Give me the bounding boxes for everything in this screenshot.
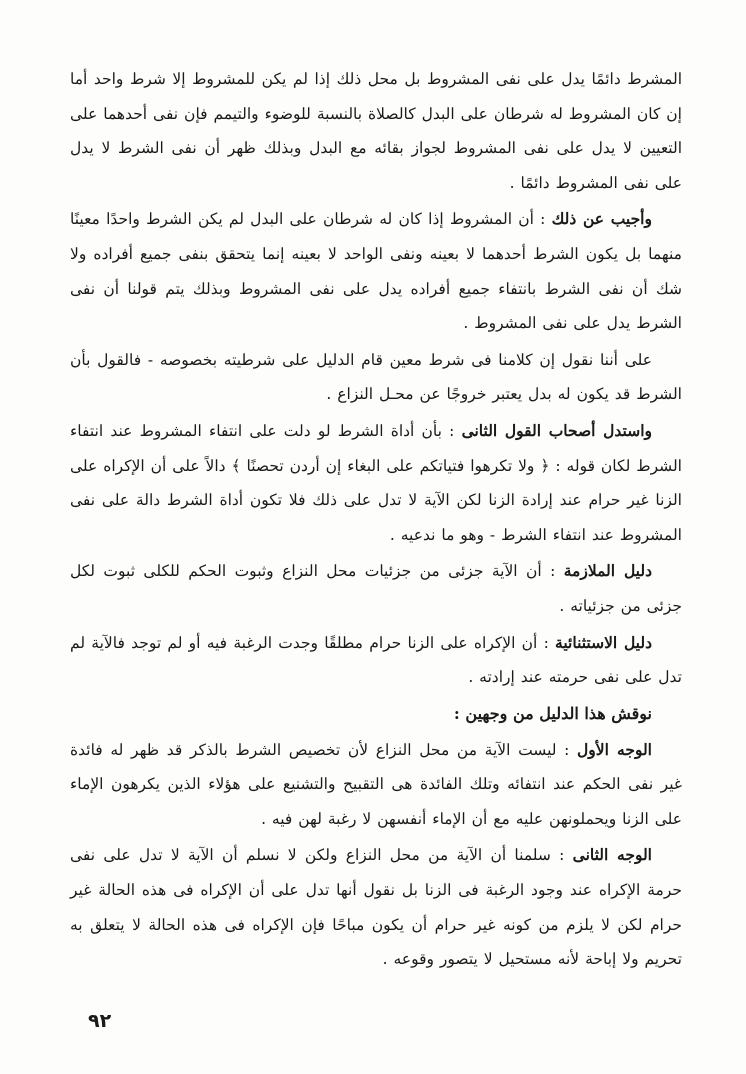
paragraph-5-text: : أن الآية جزئى من جزئيات محل النزاع وثبوت الحكم للكلى ثبوت لكل جزئى من جزئياته .	[70, 562, 682, 615]
page-number: ٩٢	[88, 1010, 112, 1032]
paragraph-7-text: : ليست الآية من محل النزاع لأن تخصيص الشرط بالذكر قد ظهر له فائدة غير نفى الحكم عند انتفائه وتلك الفائدة هى التقبيح والتشنيع على هؤلاء الذين يكرهون الإماء على الزنا ويحملونهن عليه مع أن الإماء أنفسهن لا رغبة لهن فيه .	[70, 740, 682, 828]
paragraph-8	[70, 838, 682, 976]
paragraph-4	[70, 414, 682, 552]
paragraph-4-lead: واستدل أصحاب القول الثانى	[461, 420, 653, 440]
paragraph-3-text: على أننا نقول إن كلامنا فى شرط معين قام الدليل على شرطيته بخصوصه - فالقول بأن الشرط قد يكون له بدل يعتبر خروجًا عن محـل النزاع .	[70, 350, 682, 404]
paragraph-5-lead: دليل الملازمة	[563, 561, 652, 581]
paragraph-1	[70, 62, 682, 200]
paragraph-1-text: المشرط دائمًا يدل على نفى المشروط بل محل ذلك إذا لم يكن للمشروط إلا شرط واحد أما إن كان المشروط له شرطان على البدل كالصلاة بالنسبة للوضوء والتيمم فإن نفى أحدهما على التعيين لا يدل على نفى المشروط لجواز بقائه مع البدل وبذلك ظهر أن نفى الشرط لا يدل على نفى المشروط دائمًا .	[70, 70, 682, 192]
paragraph-6-text: : أن الإكراه على الزنا حرام مطلقًا وجدت الرغبة فيه أو لم توجد فالآية لم تدل على نفى حرمته عند إرادته .	[70, 633, 682, 687]
paragraph-6-lead: دليل الاستثنائية	[555, 632, 652, 652]
section-heading	[70, 697, 682, 731]
paragraph-6	[70, 626, 682, 695]
paragraph-7	[70, 733, 682, 837]
paragraph-8-text: : سلمنا أن الآية من محل النزاع ولكن لا نسلم أن الآية لا تدل على نفى حرمة الإكراه عند وجود الرغبة فى الزنا بل نقول أنها تدل على أن الإكراه فى هذه الحالة غير حرام لكن لا يلزم من كونه غير حرام أن يكون مباحًا فإن الإكراه فى هذه الحالة لا يتعلق به تحريم ولا إباحة لأنه مستحيل لا يتصور وقوعه .	[70, 846, 682, 969]
paragraph-4-text: : بأن أداة الشرط لو دلت على انتفاء المشروط عند انتفاء الشرط لكان قوله : ﴿ ولا تكرهوا فتياتكم على البغاء إن أردن تحصنًا ﴾ دالاً على أن الإكراه على الزنا غير حرام عند إرادة الزنا لكن الآية لا تدل على ذلك فلا تكون أداة الشرط دالة على نفى المشروط عند انتفاء الشرط - وهو ما ندعيه .	[70, 421, 682, 544]
paragraph-3	[70, 343, 682, 412]
paragraph-2-lead: وأجيب عن ذلك	[551, 209, 652, 229]
paragraph-2-text: : أن المشروط إذا كان له شرطان على البدل لم يكن الشرط واحدًا معينًا منهما بل يكون الشرط أحدهما لا بعينه ونفى الواحد لا بعينه إنما يتحقق بنفى جميع أفراده ولا شك أن نفى الشرط بانتفاء جميع أفراده يدل على نفى المشروط وبذلك يتم قولنا أن نفى الشرط يدل على نفى المشروط .	[70, 210, 682, 333]
paragraph-7-lead: الوجه الأول	[577, 739, 652, 759]
paragraph-8-lead: الوجه الثانى	[572, 845, 652, 865]
paragraph-2	[70, 202, 682, 340]
paragraph-5	[70, 554, 682, 623]
section-heading-text: نوقش هذا الدليل من وجهين :	[453, 703, 652, 723]
